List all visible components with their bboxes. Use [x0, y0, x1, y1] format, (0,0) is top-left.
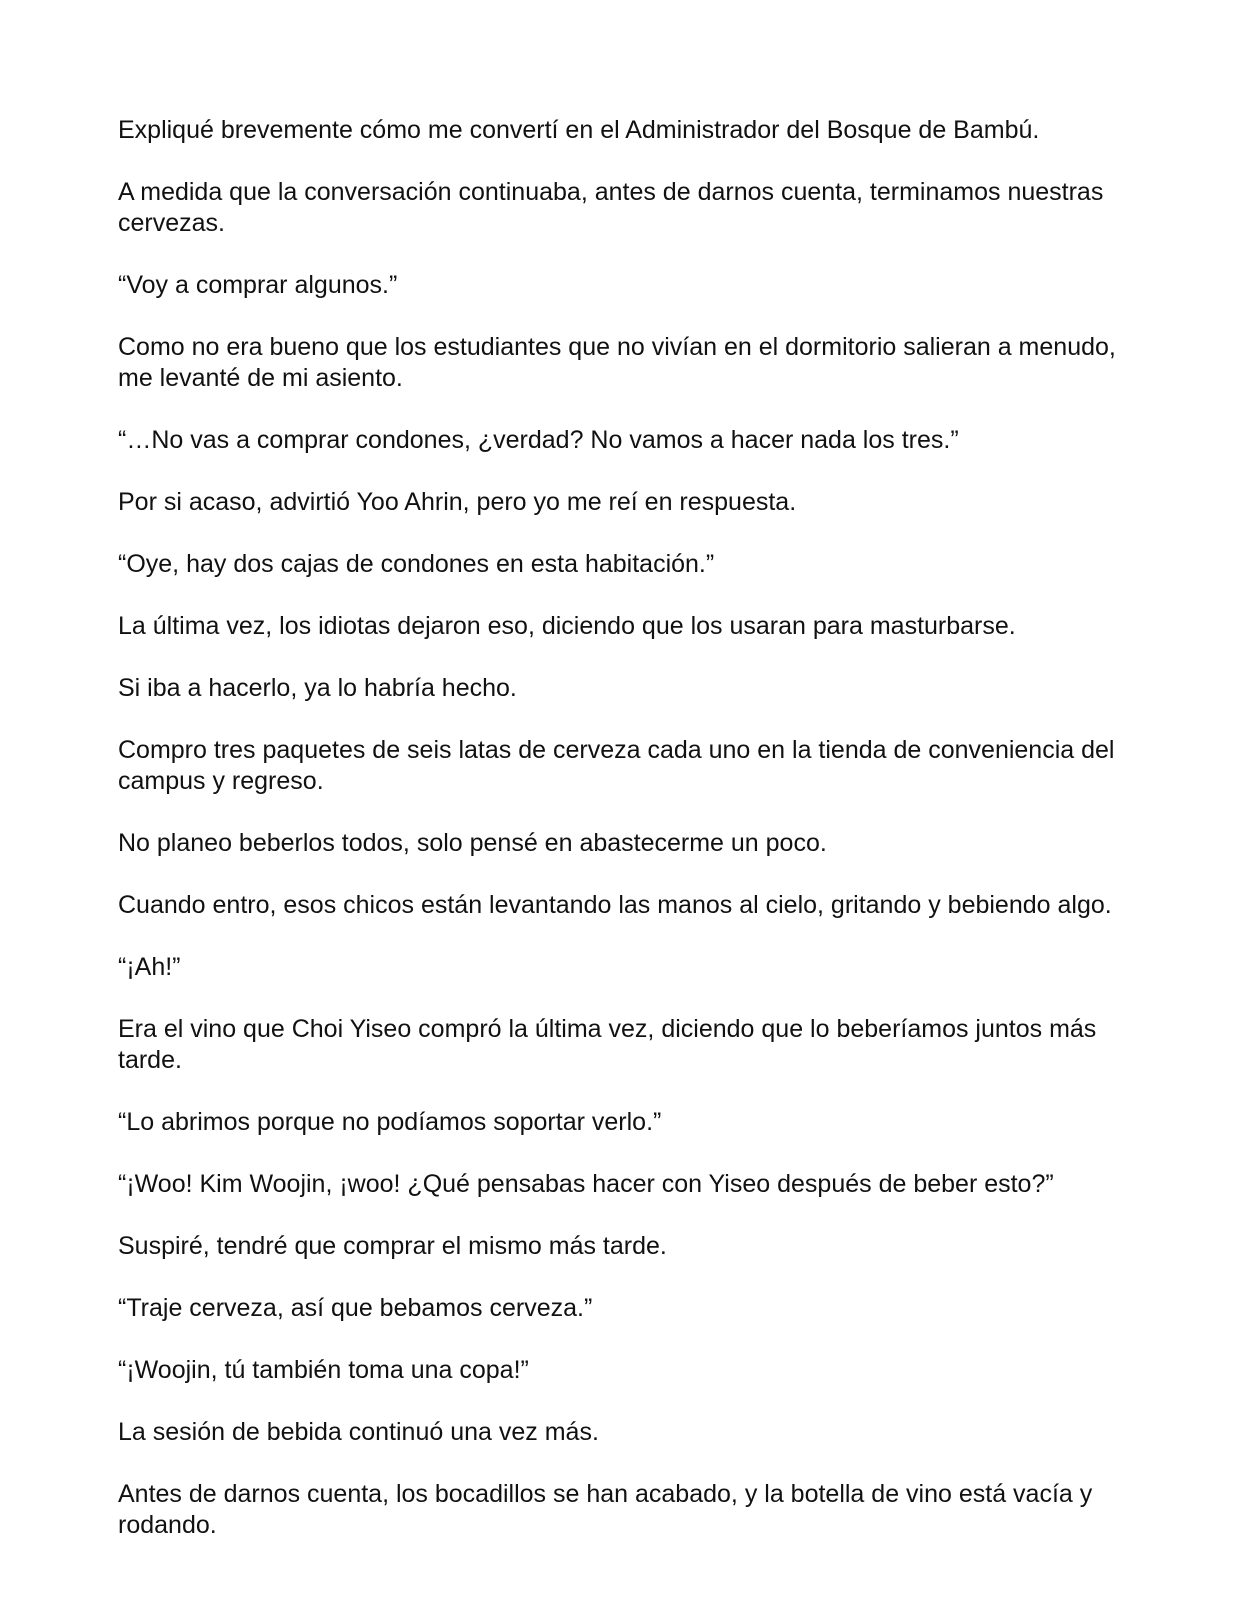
paragraph-2: A medida que la conversación continuaba, antes de darnos cuenta, terminamos nuestras cervezas.	[118, 178, 1104, 237]
paragraph-12: Cuando entro, esos chicos están levantando las manos al cielo, gritando y bebiendo algo.	[118, 891, 1112, 919]
paragraph-8: La última vez, los idiotas dejaron eso, diciendo que los usaran para masturbarse.	[118, 612, 1016, 640]
paragraph-17: Suspiré, tendré que comprar el mismo más tarde.	[118, 1232, 667, 1260]
paragraph-16: “¡Woo! Kim Woojin, ¡woo! ¿Qué pensabas hacer con Yiseo después de beber esto?”	[118, 1170, 1054, 1198]
paragraph-3: “Voy a comprar algunos.”	[118, 271, 398, 299]
paragraph-6: Por si acaso, advirtió Yoo Ahrin, pero yo me reí en respuesta.	[118, 488, 797, 516]
document-body	[118, 115, 1128, 1572]
paragraph-1: Expliqué brevemente cómo me convertí en el Administrador del Bosque de Bambú.	[118, 116, 1040, 144]
paragraph-21: Antes de darnos cuenta, los bocadillos se han acabado, y la botella de vino está vacía y rodando.	[118, 1480, 1093, 1539]
paragraph-11: No planeo beberlos todos, solo pensé en abastecerme un poco.	[118, 829, 827, 857]
paragraph-14: Era el vino que Choi Yiseo compró la última vez, diciendo que lo beberíamos juntos más tarde.	[118, 1015, 1097, 1074]
paragraph-19: “¡Woojin, tú también toma una copa!”	[118, 1356, 529, 1384]
paragraph-18: “Traje cerveza, así que bebamos cerveza.”	[118, 1294, 593, 1322]
paragraph-9: Si iba a hacerlo, ya lo habría hecho.	[118, 674, 517, 702]
paragraph-10: Compro tres paquetes de seis latas de cerveza cada uno en la tienda de conveniencia del campus y regreso.	[118, 736, 1115, 795]
paragraph-15: “Lo abrimos porque no podíamos soportar verlo.”	[118, 1108, 662, 1136]
paragraph-20: La sesión de bebida continuó una vez más.	[118, 1418, 599, 1446]
paragraph-4: Como no era bueno que los estudiantes que no vivían en el dormitorio salieran a menudo, me levanté de mi asiento.	[118, 333, 1116, 392]
paragraph-7: “Oye, hay dos cajas de condones en esta habitación.”	[118, 550, 715, 578]
paragraph-13: “¡Ah!”	[118, 953, 181, 981]
paragraph-5: “…No vas a comprar condones, ¿verdad? No vamos a hacer nada los tres.”	[118, 426, 959, 454]
